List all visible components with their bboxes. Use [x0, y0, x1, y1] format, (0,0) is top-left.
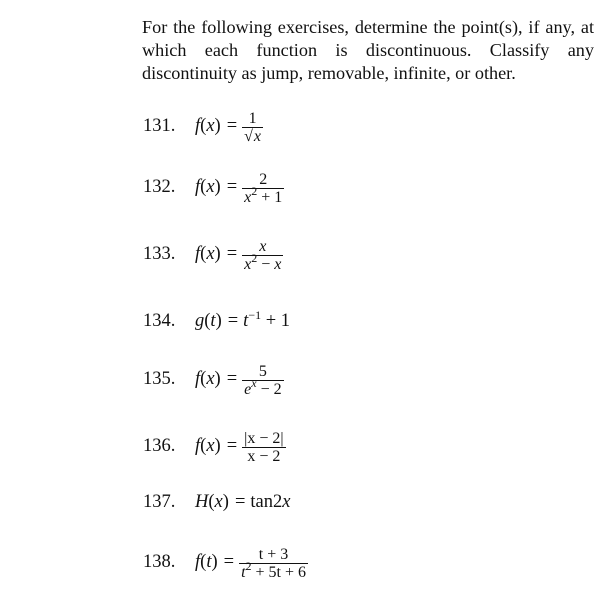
exercise-number: 138.	[143, 551, 176, 572]
denominator: $t^2 + 5t + 6$	[241, 559, 307, 581]
equals-sign: =	[226, 115, 238, 136]
fraction	[242, 110, 263, 146]
exercise-138	[143, 542, 308, 582]
exercise-131	[143, 106, 263, 146]
function-lhs: f(x)	[195, 368, 221, 389]
equals-sign: =	[227, 310, 239, 331]
fraction	[239, 546, 308, 582]
numerator: x	[259, 238, 267, 255]
denominator: $e^x - 2$	[244, 376, 282, 398]
equals-sign: =	[226, 176, 238, 197]
denominator	[242, 128, 263, 146]
exercise-132	[143, 167, 284, 207]
function-lhs: f(t)	[195, 551, 218, 572]
exercise-137	[143, 482, 290, 522]
exercise-number: 135.	[143, 368, 176, 389]
square-root-sign: √	[244, 128, 253, 145]
denominator: x − 2	[247, 448, 281, 465]
equals-sign: =	[223, 551, 235, 572]
equals-sign: =	[226, 243, 238, 264]
function-lhs: f(x)	[195, 243, 221, 264]
expression: $t^{-1} + 1$	[243, 307, 291, 331]
numerator: |x − 2|	[244, 430, 284, 447]
exercise-number: 131.	[143, 115, 176, 136]
function-lhs: g(t)	[195, 310, 222, 331]
instructions-paragraph: For the following exercises, determine the point(s), if any, at which each function is discontinuous. Classify any discontinuity as jump, removable, infinite, or other.	[142, 17, 594, 83]
equals-sign: =	[234, 491, 246, 512]
exercise-number: 137.	[143, 491, 176, 512]
numerator: 2	[259, 171, 268, 188]
exercise-135	[143, 359, 284, 399]
function-lhs: f(x)	[195, 176, 221, 197]
function-lhs: H(x)	[195, 491, 229, 512]
numerator: 5	[258, 363, 267, 380]
expression: tan2x	[250, 491, 291, 512]
exercise-134	[143, 301, 290, 341]
denominator: $x^2 + 1$	[244, 184, 283, 206]
exercise-number: 136.	[143, 435, 176, 456]
equals-sign: =	[226, 435, 238, 456]
fraction	[242, 238, 283, 274]
numerator: t + 3	[258, 546, 289, 563]
exercise-number: 133.	[143, 243, 176, 264]
fraction	[242, 363, 283, 399]
exercise-133	[143, 234, 283, 274]
radicand: x	[253, 128, 262, 145]
denominator: $x^2 - x$	[244, 251, 282, 273]
numerator: 1	[248, 110, 257, 127]
exercise-136	[143, 426, 286, 466]
function-lhs: f(x)	[195, 115, 221, 136]
fraction	[242, 171, 284, 207]
fraction	[242, 430, 285, 466]
equals-sign: =	[226, 368, 238, 389]
function-lhs: f(x)	[195, 435, 221, 456]
exercise-number: 132.	[143, 176, 176, 197]
exercise-number: 134.	[143, 310, 176, 331]
